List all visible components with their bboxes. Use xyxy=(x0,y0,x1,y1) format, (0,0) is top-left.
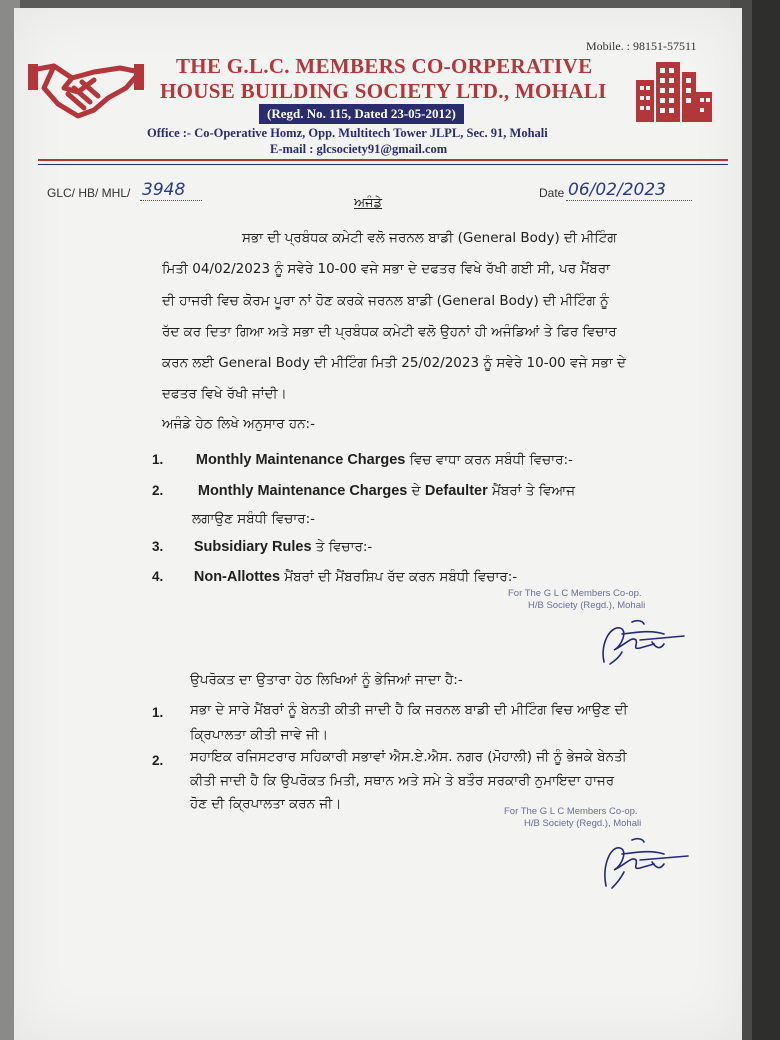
agenda-item-bold: Monthly Maintenance Charges xyxy=(197,483,408,499)
handshake-icon xyxy=(28,58,144,124)
signature-1 xyxy=(592,614,688,668)
copy-item-number: 1. xyxy=(152,705,164,720)
intro-line-7: ਅਜੰਡੇ ਹੇਠ ਲਿਖੇ ਅਨੁਸਾਰ ਹਨ:- xyxy=(162,416,315,432)
date-label: Date xyxy=(539,186,565,200)
agenda-item-number: 3. xyxy=(152,539,164,554)
society-stamp-line2-bottom: H/B Society (Regd.), Mohali xyxy=(524,818,642,829)
mobile-number: Mobile. : 98151-57511 xyxy=(586,39,697,53)
copy-item-2-number xyxy=(152,753,163,769)
header-divider-red xyxy=(38,159,728,161)
agenda-item-number: 1. xyxy=(152,452,164,467)
letter-page xyxy=(14,8,742,1040)
header-divider-navy xyxy=(38,164,728,165)
agenda-item-text: ਦੇ xyxy=(407,483,425,499)
agenda-item-number: 4. xyxy=(152,569,164,584)
agenda-item-3 xyxy=(152,539,372,555)
agenda-item-text: ਮੈਂਬਰਾਂ ਦੀ ਮੈਂਬਰਸ਼ਿਪ ਰੱਦ ਕਰਨ ਸਬੰਧੀ ਵਿਚਾਰ:- xyxy=(280,569,518,585)
copy-item-1-line1: ਸਭਾ ਦੇ ਸਾਰੇ ਮੈਂਬਰਾਂ ਨੂੰ ਬੇਨਤੀ ਕੀਤੀ ਜਾਦੀ ਹੈ ਕਿ ਜਰਨਲ ਬਾਡੀ ਦੀ ਮੀਟਿੰਗ ਵਿਚ ਆਉਣ ਦੀ xyxy=(190,702,628,718)
society-title-line1: THE G.L.C. MEMBERS CO-ORPERATIVE xyxy=(176,54,593,78)
agenda-item-number: 2. xyxy=(152,483,164,498)
intro-line-3: ਦੀ ਹਾਜਰੀ ਵਿਚ ਕੋਰਮ ਪੂਰਾ ਨਾਂ ਹੋਣ ਕਰਕੇ ਜਰਨਲ ਬਾਡੀ (General Body) ਦੀ ਮੀਟਿੰਗ ਨੂੰ xyxy=(162,293,609,309)
copy-item-2-line3: ਹੋਣ ਦੀ ਕ੍ਰਿਪਾਲਤਾ ਕਰਨ ਜੀ। xyxy=(190,796,342,812)
reference-number: 3948 xyxy=(142,180,186,200)
intro-line-4: ਰੱਦ ਕਰ ਦਿਤਾ ਗਿਆ ਅਤੇ ਸਭਾ ਦੀ ਪ੍ਰਬੰਧਕ ਕਮੇਟੀ ਵਲੋ ਉਹਨਾਂ ਹੀ ਅਜੰਡਿਆਂ ਤੇ ਫਿਰ ਵਿਚਾਰ xyxy=(162,324,617,340)
society-stamp-line2: H/B Society (Regd.), Mohali xyxy=(528,600,646,611)
agenda-item-bold: Subsidiary Rules xyxy=(193,539,312,555)
office-address: Office :- Co-Operative Homz, Opp. Multitech Tower JLPL, Sec. 91, Mohali xyxy=(147,126,548,140)
buildings-icon xyxy=(636,58,712,122)
agenda-item-2-line2: ਲਗਾਉਣ ਸਬੰਧੀ ਵਿਚਾਰ:- xyxy=(192,511,316,527)
society-stamp-line1-bottom: For The G L C Members Co-op. xyxy=(504,806,638,817)
intro-line-5: ਕਰਨ ਲਈ General Body ਦੀ ਮੀਟਿੰਗ ਮਿਤੀ 25/02/2023 ਨੂੰ ਸਵੇਰੇ 10-00 ਵਜੇ ਸਭਾ ਦੇ xyxy=(162,355,626,371)
signature-2 xyxy=(592,830,692,890)
agenda-item-bold-2: Defaulter xyxy=(424,483,488,499)
email-address: E-mail : glcsociety91@gmail.com xyxy=(270,142,448,156)
society-stamp-line1: For The G L C Members Co-op. xyxy=(508,588,642,599)
intro-line-6: ਦਫਤਰ ਵਿਖੇ ਰੱਖੀ ਜਾਂਦੀ। xyxy=(162,386,287,402)
agenda-item-bold: Monthly Maintenance Charges xyxy=(195,452,406,468)
date-value: 06/02/2023 xyxy=(568,180,666,200)
agenda-item-bold: Non-Allottes xyxy=(193,569,281,585)
registration-badge: (Regd. No. 115, Dated 23-05-2012) xyxy=(259,104,464,124)
society-title-line2: HOUSE BUILDING SOCIETY LTD., MOHALI xyxy=(160,79,607,103)
agenda-item-text: ਤੇ ਵਿਚਾਰ:- xyxy=(311,539,373,555)
agenda-item-text: ਵਿਚ ਵਾਧਾ ਕਰਨ ਸਬੰਧੀ ਵਿਚਾਰ:- xyxy=(405,452,573,468)
intro-line-2: ਮਿਤੀ 04/02/2023 ਨੂੰ ਸਵੇਰੇ 10-00 ਵਜੇ ਸਭਾ ਦੇ ਦਫਤਰ ਵਿਖੇ ਰੱਖੀ ਗਈ ਸੀ, ਪਰ ਮੈਂਬਰਾ xyxy=(162,261,610,277)
copy-item-1-number xyxy=(152,705,163,721)
agenda-item-4 xyxy=(152,569,517,585)
copy-item-number: 2. xyxy=(152,753,164,768)
agenda-heading: ਅਜੰਡੇ xyxy=(354,196,383,211)
copy-item-2-line2: ਕੀਤੀ ਜਾਦੀ ਹੈ ਕਿ ਉਪਰੋਕਤ ਮਿਤੀ, ਸਥਾਨ ਅਤੇ ਸਮੇ ਤੇ ਬਤੌਰ ਸਰਕਾਰੀ ਨੁਮਾਇਦਾ ਹਾਜਰ xyxy=(190,773,615,789)
reference-dotted-line xyxy=(140,200,202,201)
copy-item-1-line2: ਕ੍ਰਿਪਾਲਤਾ ਕੀਤੀ ਜਾਵੇ ਜੀ। xyxy=(190,727,329,743)
agenda-item-2 xyxy=(152,483,575,499)
agenda-item-text-2: ਮੈਂਬਰਾਂ ਤੇ ਵਿਆਜ xyxy=(487,483,576,499)
agenda-item-1 xyxy=(152,452,573,468)
reference-label: GLC/ HB/ MHL/ xyxy=(47,186,131,200)
copy-heading: ਉਪਰੋਕਤ ਦਾ ਉਤਾਰਾ ਹੇਠ ਲਿਖਿਆਂ ਨੂੰ ਭੇਜਿਆਂ ਜਾਦਾ ਹੈ:- xyxy=(190,672,463,688)
copy-item-2-line1: ਸਹਾਇਕ ਰਜਿਸਟਰਾਰ ਸਹਿਕਾਰੀ ਸਭਾਵਾਂ ਐਸ.ਏ.ਐਸ. ਨਗਰ (ਮੋਹਾਲੀ) ਜੀ ਨੂੰ ਭੇਜਕੇ ਬੇਨਤੀ xyxy=(190,749,627,765)
date-dotted-line xyxy=(566,200,692,201)
intro-line-1: ਸਭਾ ਦੀ ਪ੍ਰਬੰਧਕ ਕਮੇਟੀ ਵਲੋ ਜਰਨਲ ਬਾਡੀ (General Body) ਦੀ ਮੀਟਿੰਗ xyxy=(242,230,617,246)
